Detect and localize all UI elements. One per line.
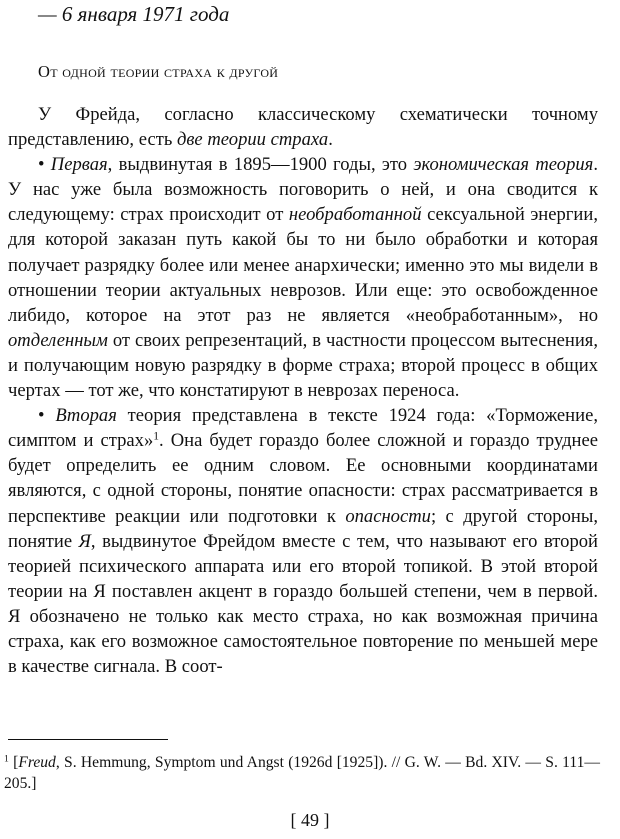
- paragraph-1: [8, 102, 598, 152]
- p3-text-1: теория представлена в тексте 1924 года: «Торможение, симптом и страх»: [8, 405, 598, 452]
- p1-text-2: .: [328, 129, 333, 151]
- footnote-ref[interactable]: 1: [153, 430, 160, 443]
- footnote-italic-1: Freud: [18, 754, 56, 771]
- paragraph-3: [8, 403, 598, 679]
- p3-italic-3: Я: [78, 530, 91, 552]
- p3-text-3: ; с другой стороны, понятие: [8, 505, 598, 552]
- page-number: [ 49 ]: [290, 810, 330, 830]
- p2-text-1: , выдвинутая в 1895—1900 годы, это: [107, 154, 414, 176]
- body-text: [8, 102, 598, 679]
- section-title: От одной теории страха к другой: [38, 62, 279, 81]
- bullet-icon: •: [38, 405, 45, 427]
- paragraph-2: [8, 152, 598, 403]
- p2-italic-2: экономическая теория: [413, 154, 594, 176]
- p3-text-4: , выдвинутое Фрейдом вместе с тем, что называют его второй теорией психического аппарата или его второй топикой. В этой второй теории на Я поставлен акцент в гораздо большей степени, чем в первой. Я обозначено не только как место страха, но как возможная причина страха, как его возможное самостоятельное повторение по меньшей мере в качестве сигнала. В соот-: [8, 530, 598, 678]
- footnote-text-2: , S. Hemmung, Symptom und Angst (1926d [1925]). // G. W. — Bd. XIV. — S. 111—205.]: [4, 754, 600, 792]
- footnote-mark: 1: [4, 753, 9, 765]
- p1-italic-1: две теории страха: [176, 129, 329, 151]
- p3-text-2: . Она будет гораздо более сложной и гораздо труднее будет определить ее одним словом. Ее основными координатами являются, с одной стороны, понятие опасности: страх рассматривается в перспективе реакции или подготовки к: [8, 430, 598, 527]
- p3-italic-2: опасности: [345, 505, 431, 527]
- p2-italic-4: отделенным: [8, 329, 108, 351]
- footnote: [4, 752, 600, 794]
- p2-italic-1: Первая: [50, 154, 108, 176]
- bullet-icon: •: [38, 154, 45, 176]
- p2-italic-3: необработанной: [288, 204, 422, 226]
- p2-text-3: сексуальной энергии, для которой заказан путь какой бы то ни было обработки и которая получает разрядку более или менее анархически; именно это мы видели в отношении теории актуальных неврозов. Или еще: это освобожденное либидо, которое на этот раз не является «необработанным», но: [8, 204, 598, 326]
- p2-text-4: от своих репрезентаций, в частности процессом вытеснения, и получающим новую разрядку в форме страха; второй процесс в общих чертах — тот же, что констатируют в неврозах переноса.: [8, 329, 598, 402]
- footnote-text-1: [: [8, 754, 19, 771]
- p1-text-1: У Фрейда, согласно классическому схематически точному представлению, есть: [8, 104, 598, 151]
- p3-italic-1: Вторая: [55, 405, 117, 427]
- date-line: — 6 января 1971 года: [38, 2, 230, 26]
- footnote-divider: [8, 739, 168, 740]
- p2-text-2: . У нас уже была возможность поговорить о ней, и она сводится к следующему: страх происходит от: [8, 154, 598, 226]
